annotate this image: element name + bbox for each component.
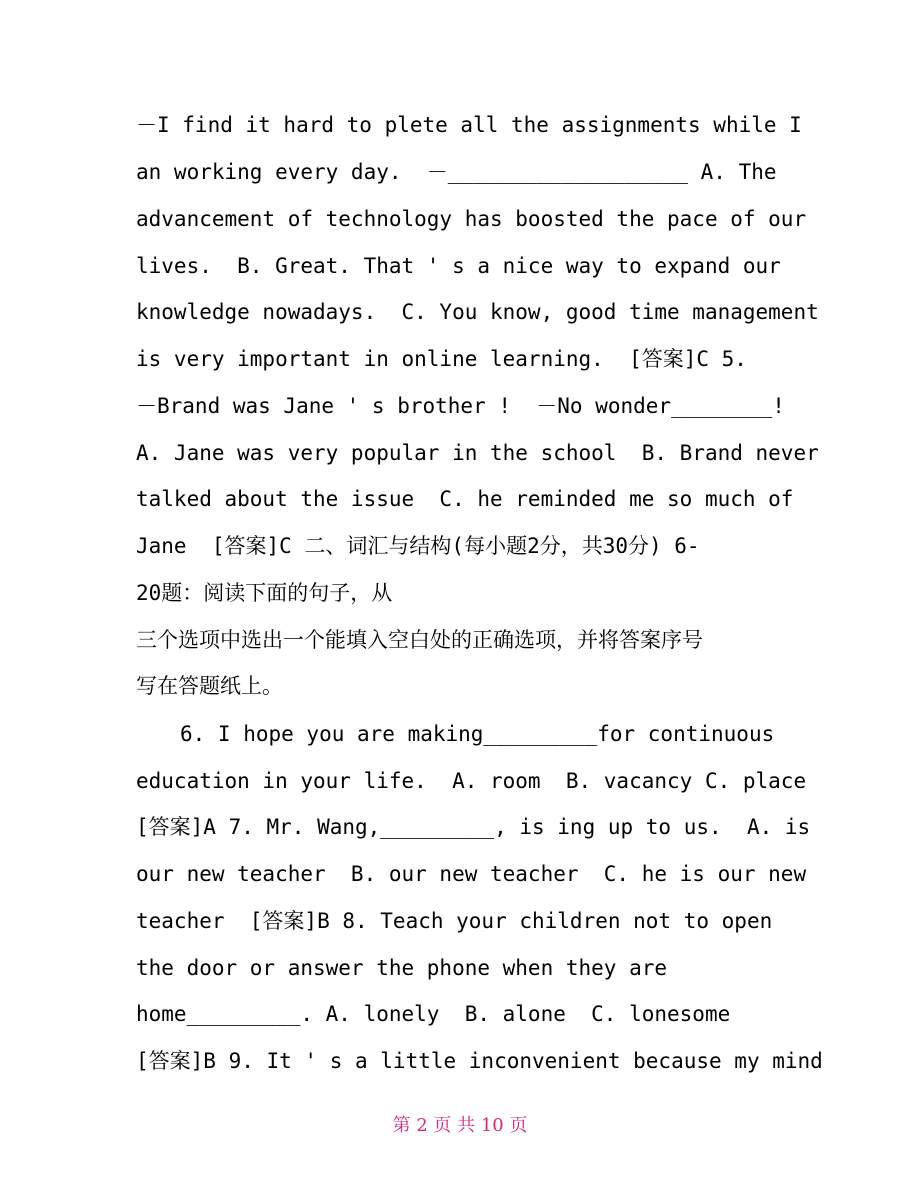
text-line: teacher [答案]B 8. Teach your children not to open	[136, 909, 773, 933]
text-line: knowledge nowadays. C. You know, good time management	[136, 300, 819, 324]
text-line: education in your life. A. room B. vacancy C. place	[136, 769, 807, 793]
text-line: [答案]A 7. Mr. Wang,_________, is ing up to us. A. is	[136, 815, 811, 839]
page-number-footer: 第 2 页 共 10 页	[392, 1115, 528, 1136]
question-line: 6. I hope you are making_________for continuous	[180, 722, 775, 746]
text-line: our new teacher B. our new teacher C. he is our new	[136, 862, 807, 886]
section-instruction-line: 三个选项中选出一个能填入空白处的正确选项，并将答案序号	[136, 628, 703, 652]
text-line: lives. B. Great. That ' s a nice way to expand our	[136, 254, 781, 278]
text-line: Jane [答案]C 二、词汇与结构(每小题2分，共30分) 6-	[136, 534, 700, 558]
text-line: advancement of technology has boosted the pace of our	[136, 207, 807, 231]
text-line: －I find it hard to plete all the assignments while I	[136, 113, 802, 137]
text-line: talked about the issue C. he reminded me so much of	[136, 487, 794, 511]
text-line: the door or answer the phone when they are	[136, 956, 668, 980]
text-line: home_________. A. lonely B. alone C. lonesome	[136, 1002, 731, 1026]
text-line: [答案]B 9. It ' s a little inconvenient because my mind	[136, 1049, 823, 1073]
text-line: －Brand was Jane ' s brother ! －No wonder________!	[136, 394, 785, 418]
text-line: an working every day. －___________________ A. The	[136, 160, 777, 184]
section-instruction-line: 写在答题纸上。	[136, 674, 283, 698]
text-line: 20题：阅读下面的句子，从	[136, 581, 393, 605]
text-line: A. Jane was very popular in the school B. Brand never	[136, 441, 819, 465]
text-line: is very important in online learning. [答案]C 5.	[136, 347, 747, 371]
